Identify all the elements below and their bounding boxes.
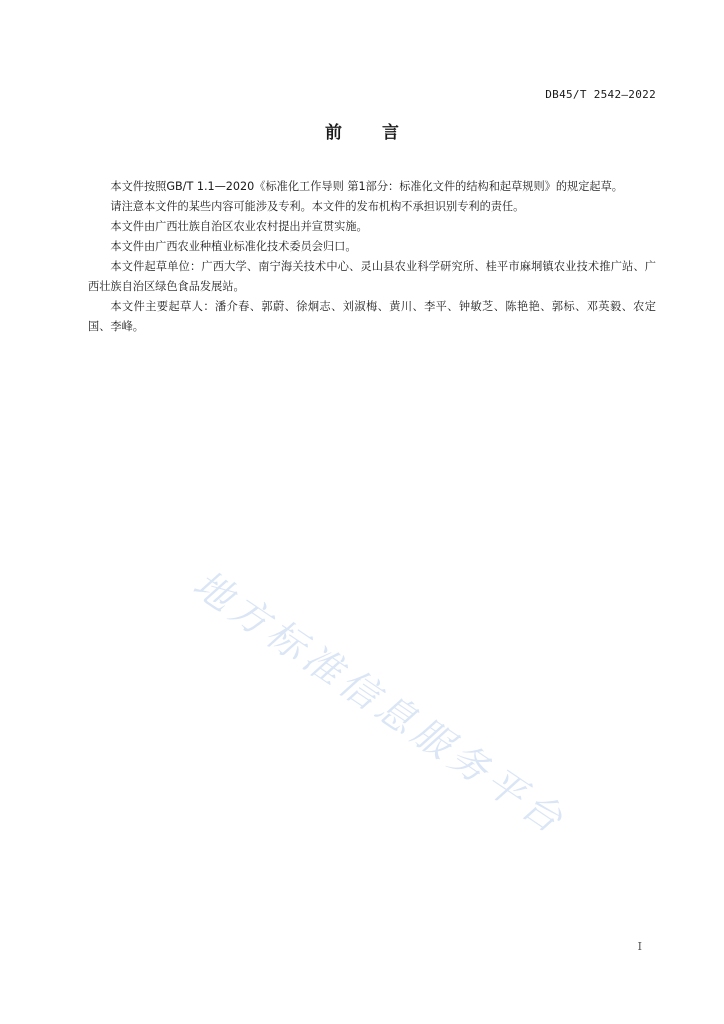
document-body [88, 177, 656, 337]
paragraph-drafting-rules: 本文件按照GB/T 1.1—2020《标准化工作导则 第1部分：标准化文件的结构和起草规则》的规定起草。 [110, 180, 623, 193]
watermark: 地方标准信息服务平台 [185, 561, 575, 845]
paragraph-proposer: 本文件由广西壮族自治区农业农村提出并宣贯实施。 [110, 220, 368, 233]
paragraph-committee: 本文件由广西农业种植业标准化技术委员会归口。 [110, 240, 357, 253]
page-number: I [637, 940, 642, 953]
document-code: DB45/T 2542—2022 [545, 88, 656, 101]
paragraph-drafters: 本文件主要起草人：潘介春、郭蔚、徐炯志、刘淑梅、黄川、李平、钟敏芝、陈艳艳、郭标、邓英毅、农定国、李峰。 [88, 300, 656, 333]
page-title: 前言 [325, 123, 439, 143]
paragraph-patent-notice: 请注意本文件的某些内容可能涉及专利。本文件的发布机构不承担识别专利的责任。 [110, 200, 525, 213]
paragraph-drafting-units: 本文件起草单位：广西大学、南宁海关技术中心、灵山县农业科学研究所、桂平市麻垌镇农业技术推广站、广西壮族自治区绿色食品发展站。 [88, 260, 656, 293]
